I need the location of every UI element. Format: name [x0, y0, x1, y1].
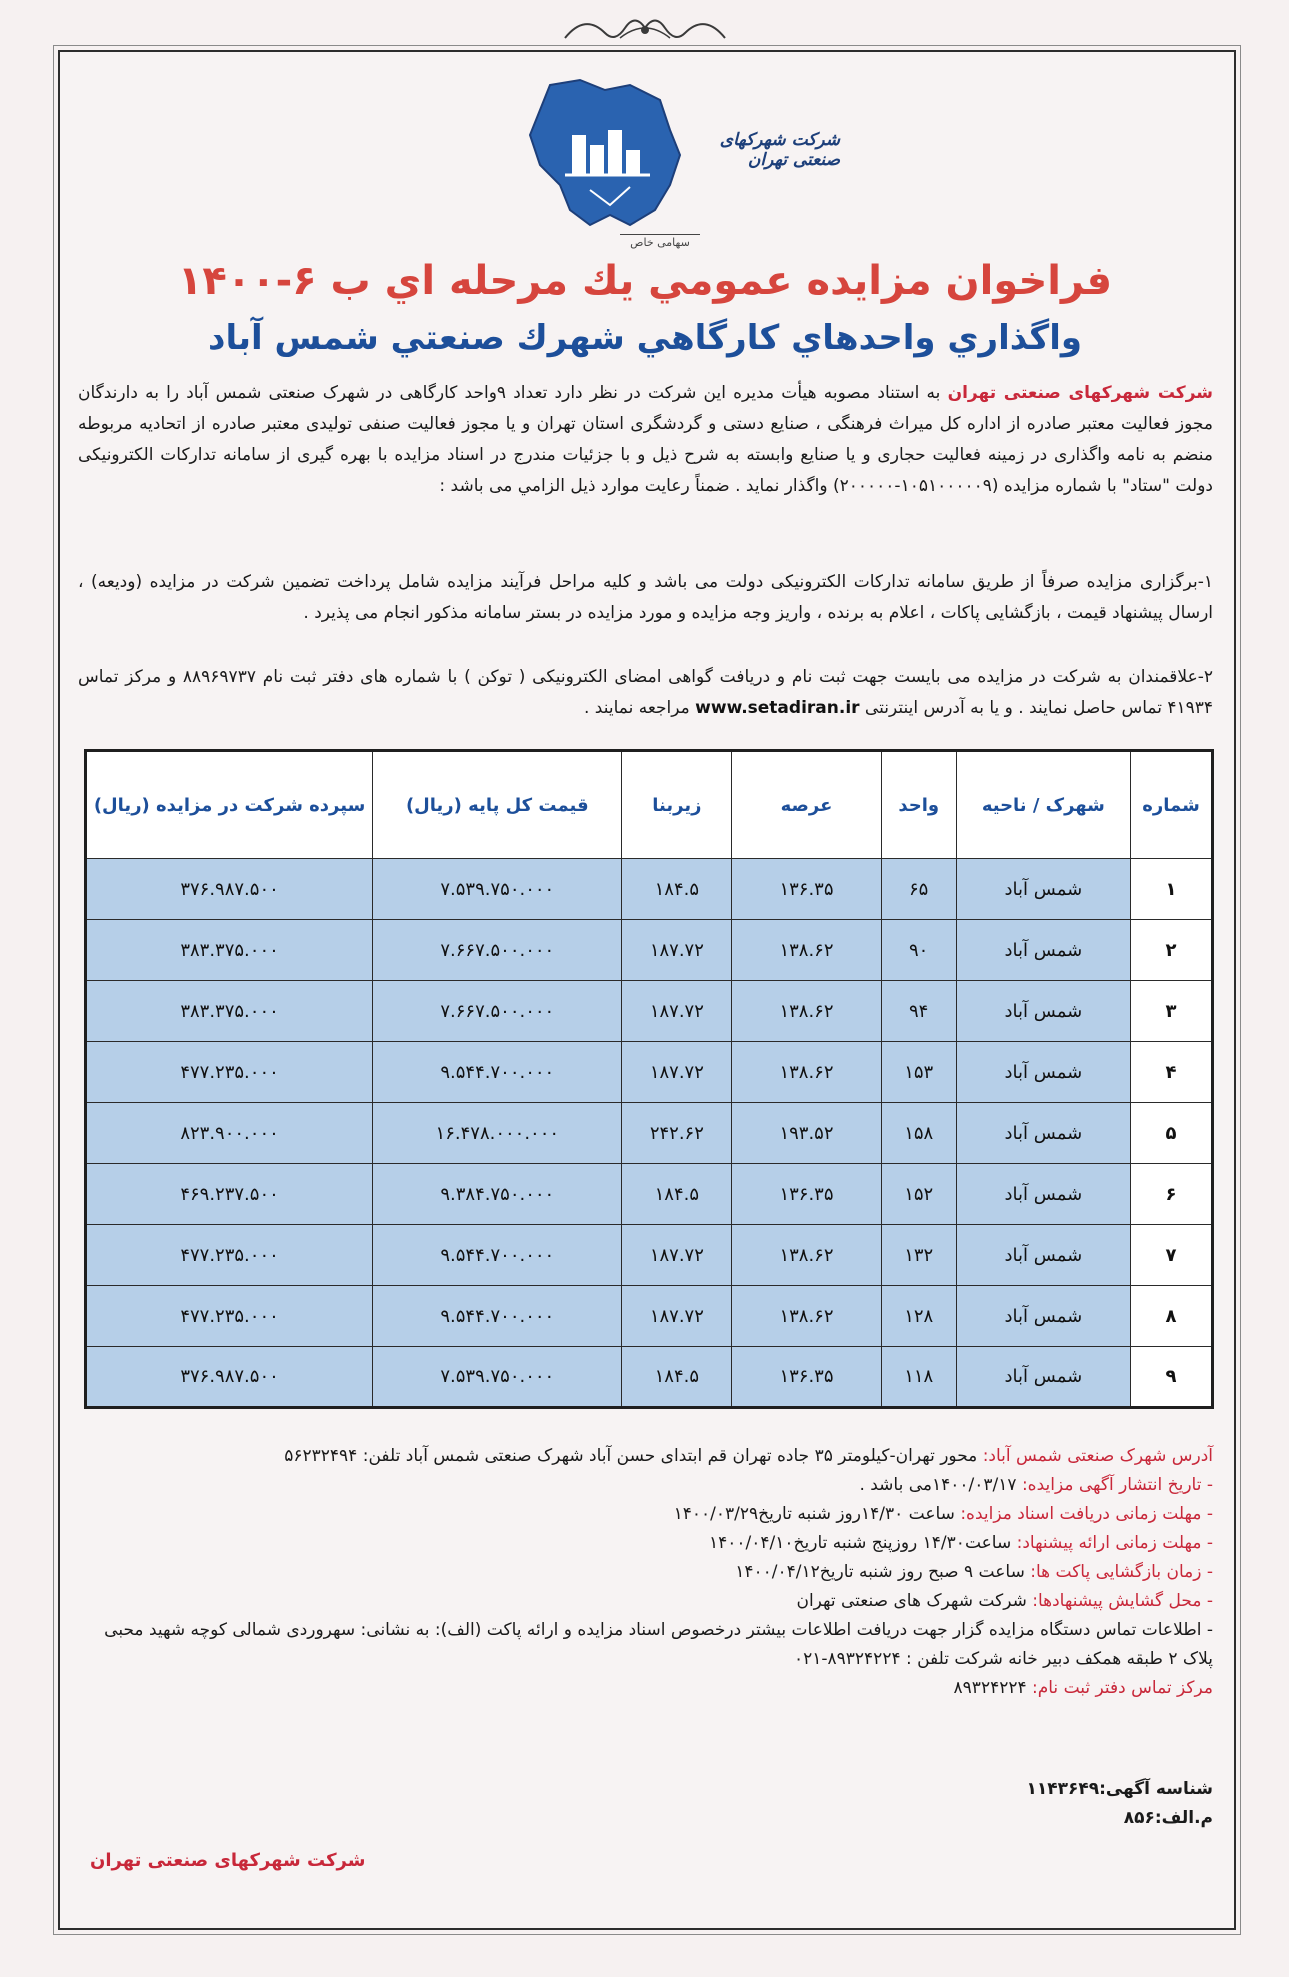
- table-row: [86, 1103, 1213, 1164]
- docs-deadline-line: [78, 1500, 1213, 1529]
- ad-code: م.الف:۸۵۶: [1123, 1808, 1213, 1828]
- table-header: عرصه: [732, 751, 882, 859]
- table-header: زیربنا: [622, 751, 732, 859]
- table-cell: شمس آباد: [956, 981, 1130, 1042]
- table-cell: ۱۳۶.۳۵: [732, 1164, 882, 1225]
- condition-item-2: [78, 662, 1213, 724]
- table-row: [86, 1347, 1213, 1408]
- table-body: [86, 859, 1213, 1408]
- table-cell: ۱۵۲: [881, 1164, 956, 1225]
- table-cell: ۱۳۸.۶۲: [732, 1286, 882, 1347]
- docs-text: ساعت ۱۴/۳۰روز شنبه تاریخ۱۴۰۰/۰۳/۲۹: [673, 1504, 961, 1524]
- table-cell: ۱۳۸.۶۲: [732, 981, 882, 1042]
- item-2-suffix: مراجعه نمایند .: [583, 698, 696, 718]
- address-line: [78, 1442, 1213, 1471]
- center-label: مرکز تماس دفتر ثبت نام:: [1032, 1678, 1213, 1698]
- table-header: شهرک / ناحیه: [956, 751, 1130, 859]
- table-cell: ۱۳۸.۶۲: [732, 1225, 882, 1286]
- table-row: [86, 1225, 1213, 1286]
- open-text: ساعت ۹ صبح روز شنبه تاریخ۱۴۰۰/۰۴/۱۲: [735, 1562, 1031, 1582]
- table-cell: شمس آباد: [956, 1103, 1130, 1164]
- table-cell: ۹: [1131, 1347, 1213, 1408]
- page-title: فراخوان مزایده عمومي يك مرحله اي ب ۶-۱۴۰۰: [177, 258, 1113, 304]
- table-cell: ۷: [1131, 1225, 1213, 1286]
- table-cell: ۹.۵۴۴.۷۰۰.۰۰۰: [373, 1042, 622, 1103]
- table-cell: ۱۳۶.۳۵: [732, 1347, 882, 1408]
- table-row: [86, 981, 1213, 1042]
- table-cell: ۷.۶۶۷.۵۰۰.۰۰۰: [373, 981, 622, 1042]
- table-cell: ۱۸۴.۵: [622, 1347, 732, 1408]
- table-cell: ۱: [1131, 859, 1213, 920]
- table-header-row: [86, 751, 1213, 859]
- table-cell: ۶: [1131, 1164, 1213, 1225]
- place-label: - محل گشایش پیشنهادها:: [1032, 1591, 1213, 1611]
- setad-link[interactable]: www.setadiran.ir: [695, 698, 860, 718]
- table-cell: شمس آباد: [956, 859, 1130, 920]
- table-cell: ۱۸۴.۵: [622, 859, 732, 920]
- table-cell: شمس آباد: [956, 1042, 1130, 1103]
- table-cell: ۵: [1131, 1103, 1213, 1164]
- table-cell: ۹.۵۴۴.۷۰۰.۰۰۰: [373, 1286, 622, 1347]
- table-cell: ۳۷۶.۹۸۷.۵۰۰: [86, 859, 373, 920]
- company-name: شرکت شهرکهای صنعتی تهران: [947, 383, 1213, 403]
- logo-tagline: سهامی خاص: [620, 234, 700, 250]
- table-cell: ۴۷۷.۲۳۵.۰۰۰: [86, 1225, 373, 1286]
- table-row: [86, 920, 1213, 981]
- table-row: [86, 1286, 1213, 1347]
- table-cell: ۱۸۷.۷۲: [622, 1286, 732, 1347]
- table-cell: ۱۸۷.۷۲: [622, 1042, 732, 1103]
- table-cell: ۹۰: [881, 920, 956, 981]
- signature: شرکت شهرکهای صنعتی تهران: [90, 1850, 366, 1871]
- table-cell: ۴۷۷.۲۳۵.۰۰۰: [86, 1042, 373, 1103]
- ad-identifiers: [78, 1775, 1213, 1833]
- table-cell: ۸۲۳.۹۰۰.۰۰۰: [86, 1103, 373, 1164]
- table-cell: ۹.۳۸۴.۷۵۰.۰۰۰: [373, 1164, 622, 1225]
- table-cell: شمس آباد: [956, 1286, 1130, 1347]
- table-cell: شمس آباد: [956, 1164, 1130, 1225]
- table-header: سپرده شرکت در مزایده (ریال): [86, 751, 373, 859]
- center-text: ۸۹۳۲۴۲۲۴: [953, 1678, 1027, 1698]
- table-cell: ۱۸۷.۷۲: [622, 981, 732, 1042]
- table-cell: شمس آباد: [956, 1347, 1130, 1408]
- footer-info: [78, 1442, 1213, 1703]
- table-cell: ۲۴۲.۶۲: [622, 1103, 732, 1164]
- item-2-text: ۲-علاقمندان به شرکت در مزایده می بایست جهت ثبت نام و دریافت گواهی امضای الکترونیکی ( توکن ) با شماره های دفتر ثبت نام ۸۸۹۶۹۷۳۷ و مرکز تماس ۴۱۹۳۴ تماس حاصل نمایند . و یا به آدرس اینترنتی: [78, 667, 1213, 718]
- opening-place-line: [78, 1587, 1213, 1616]
- condition-item-1: ۱-برگزاری مزایده صرفاً از طریق سامانه تدارکات الکترونیکی دولت می باشد و کلیه مراحل فرآیند مزایده شامل پرداخت تضمین شرکت در مزایده (ودیعه) ، ارسال پیشنهاد قیمت ، بازگشایی پاکات ، اعلام به برنده ، واریز وجه مزایده و مورد مزایده در بستر سامانه مذکور انجام می پذیرد .: [78, 572, 1213, 623]
- offer-label: - مهلت زمانی ارائه پیشنهاد:: [1016, 1533, 1213, 1553]
- table-header: واحد: [881, 751, 956, 859]
- table-cell: ۱۸۴.۵: [622, 1164, 732, 1225]
- table-cell: ۱۳۸.۶۲: [732, 1042, 882, 1103]
- logo-text: شرکت شهرکهای صنعتی تهران: [719, 130, 840, 170]
- publish-date-line: [78, 1471, 1213, 1500]
- table-cell: ۱۵۸: [881, 1103, 956, 1164]
- publish-label: - تاریخ انتشار آگهی مزایده:: [1021, 1475, 1213, 1495]
- table-cell: شمس آباد: [956, 1225, 1130, 1286]
- table-cell: ۱۳۲: [881, 1225, 956, 1286]
- table-cell: ۱۶.۴۷۸.۰۰۰.۰۰۰: [373, 1103, 622, 1164]
- table-cell: ۷.۵۳۹.۷۵۰.۰۰۰: [373, 1347, 622, 1408]
- table-row: [86, 859, 1213, 920]
- table-header: قیمت کل پایه (ریال): [373, 751, 622, 859]
- table-cell: ۹.۵۴۴.۷۰۰.۰۰۰: [373, 1225, 622, 1286]
- table-row: [86, 1042, 1213, 1103]
- table-cell: ۱۱۸: [881, 1347, 956, 1408]
- intro-paragraph: [78, 378, 1213, 502]
- table-cell: ۱۸۷.۷۲: [622, 920, 732, 981]
- table-cell: ۱۵۳: [881, 1042, 956, 1103]
- table-cell: ۳۷۶.۹۸۷.۵۰۰: [86, 1347, 373, 1408]
- opening-time-line: [78, 1558, 1213, 1587]
- intro-text: به استناد مصوبه هیأت مدیره این شرکت در نظر دارد تعداد ۹واحد کارگاهی در شهرک صنعتی شمس آباد را به دارندگان مجوز فعالیت معتبر صادره از اداره کل میراث فرهنگی ، صنایع دستی و گردشگری استان تهران و یا مجوز فعالیت صنفی تولیدی معتبر صادره از اتحادیه مربوطه منضم به نامه واگذاری در زمینه فعالیت حجاری و یا صنایع وابسته به شرح ذیل و با جزئیات مندرج در اسناد مزایده با بهره گیری از سامانه تدارکات الکترونیکی دولت "ستاد" با شماره مزایده (۱۰۵۱۰۰۰۰۰۹-۲۰۰۰۰۰) واگذار نماید . ضمناً رعایت موارد ذیل الزامي می باشد :: [78, 383, 1213, 496]
- table-cell: ۳۸۳.۳۷۵.۰۰۰: [86, 920, 373, 981]
- table-cell: ۳: [1131, 981, 1213, 1042]
- table-cell: ۱۹۳.۵۲: [732, 1103, 882, 1164]
- table-cell: ۶۵: [881, 859, 956, 920]
- place-text: شرکت شهرک های صنعتی تهران: [796, 1591, 1033, 1611]
- table-header: شماره: [1131, 751, 1213, 859]
- publish-text: ۱۴۰۰/۰۳/۱۷می باشد .: [859, 1475, 1022, 1495]
- table-row: [86, 1164, 1213, 1225]
- table-cell: شمس آباد: [956, 920, 1130, 981]
- table-cell: ۱۸۷.۷۲: [622, 1225, 732, 1286]
- ornament-icon: [560, 8, 730, 48]
- table-cell: ۱۲۸: [881, 1286, 956, 1347]
- address-label: آدرس شهرک صنعتی شمس آباد:: [982, 1446, 1213, 1466]
- company-logo: [520, 75, 840, 235]
- docs-label: - مهلت زمانی دریافت اسناد مزایده:: [960, 1504, 1213, 1524]
- offer-deadline-line: [78, 1529, 1213, 1558]
- table-cell: ۷.۶۶۷.۵۰۰.۰۰۰: [373, 920, 622, 981]
- table-cell: ۹۴: [881, 981, 956, 1042]
- table-cell: ۸: [1131, 1286, 1213, 1347]
- table-cell: ۴۷۷.۲۳۵.۰۰۰: [86, 1286, 373, 1347]
- table-cell: ۴۶۹.۲۳۷.۵۰۰: [86, 1164, 373, 1225]
- units-table: [84, 749, 1214, 1409]
- table-cell: ۱۳۶.۳۵: [732, 859, 882, 920]
- table-cell: ۱۳۸.۶۲: [732, 920, 882, 981]
- address-text: محور تهران-کیلومتر ۳۵ جاده تهران قم ابتدای حسن آباد شهرک صنعتی شمس آباد تلفن: ۵۶۲۳۲۴۹۴: [284, 1446, 983, 1466]
- open-label: - زمان بازگشایی پاکت ها:: [1030, 1562, 1213, 1582]
- table-cell: ۷.۵۳۹.۷۵۰.۰۰۰: [373, 859, 622, 920]
- contact-line: - اطلاعات تماس دستگاه مزایده گزار جهت دریافت اطلاعات بیشتر درخصوص اسناد مزایده و ارائه پاکت (الف): به نشانی: سهروردی شمالی کوچه شهید محبی پلاک ۲ طبقه همکف دبیر خانه شرکت تلفن : ۸۹۳۲۴۲۲۴-۰۲۱: [104, 1620, 1213, 1669]
- page-subtitle: واگذاري واحدهاي كارگاهي شهرك صنعتي شمس آباد: [208, 318, 1082, 358]
- call-center-line: [78, 1674, 1213, 1703]
- table-cell: ۳۸۳.۳۷۵.۰۰۰: [86, 981, 373, 1042]
- offer-text: ساعت۱۴/۳۰ روزپنج شنبه تاریخ۱۴۰۰/۰۴/۱۰: [709, 1533, 1017, 1553]
- table-cell: ۴: [1131, 1042, 1213, 1103]
- ad-id: شناسه آگهی:۱۱۴۳۶۴۹: [1026, 1779, 1213, 1799]
- table-cell: ۲: [1131, 920, 1213, 981]
